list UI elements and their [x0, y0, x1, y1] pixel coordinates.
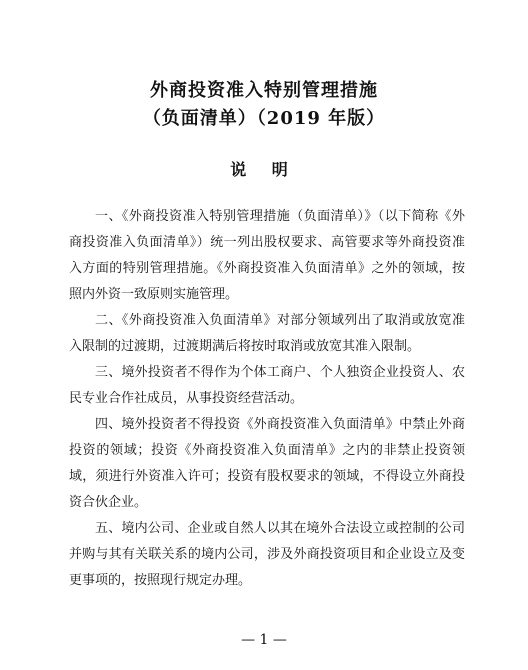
section-heading: 说 明 [230, 160, 298, 179]
document-title: 外商投资准入特别管理措施 [150, 80, 378, 101]
paragraph-5: 五、境内公司、企业或自然人以其在境外合法设立或控制的公司并购与其有关联关系的境内公司，涉及外商投资项目和企业设立及变更事项的，按照现行规定办理。 [69, 521, 465, 588]
paragraph-4: 四、境外投资者不得投资《外商投资准入负面清单》中禁止外商投资的领域；投资《外商投资准入负面清单》之内的非禁止投资领域，须进行外资准入许可；投资有股权要求的领域，不得设立外商投资合伙企业。 [69, 417, 465, 510]
paragraph-1: 一、《外商投资准入特别管理措施（负面清单）》（以下简称《外商投资准入负面清单》）统一列出股权要求、高管要求等外商投资准入方面的特别管理措施。《外商投资准入负面清单》之外的领域，按照内外资一致原则实施管理。 [69, 209, 465, 302]
page-number: — 1 — [241, 632, 287, 648]
paragraph-2: 二、《外商投资准入负面清单》对部分领域列出了取消或放宽准入限制的过渡期，过渡期满后将按时取消或放宽其准入限制。 [69, 313, 465, 354]
document-body [69, 204, 465, 594]
document-subtitle: （负面清单）（2019 年版） [142, 108, 386, 129]
paragraph-3: 三、境外投资者不得作为个体工商户、个人独资企业投资人、农民专业合作社成员，从事投资经营活动。 [69, 365, 465, 406]
